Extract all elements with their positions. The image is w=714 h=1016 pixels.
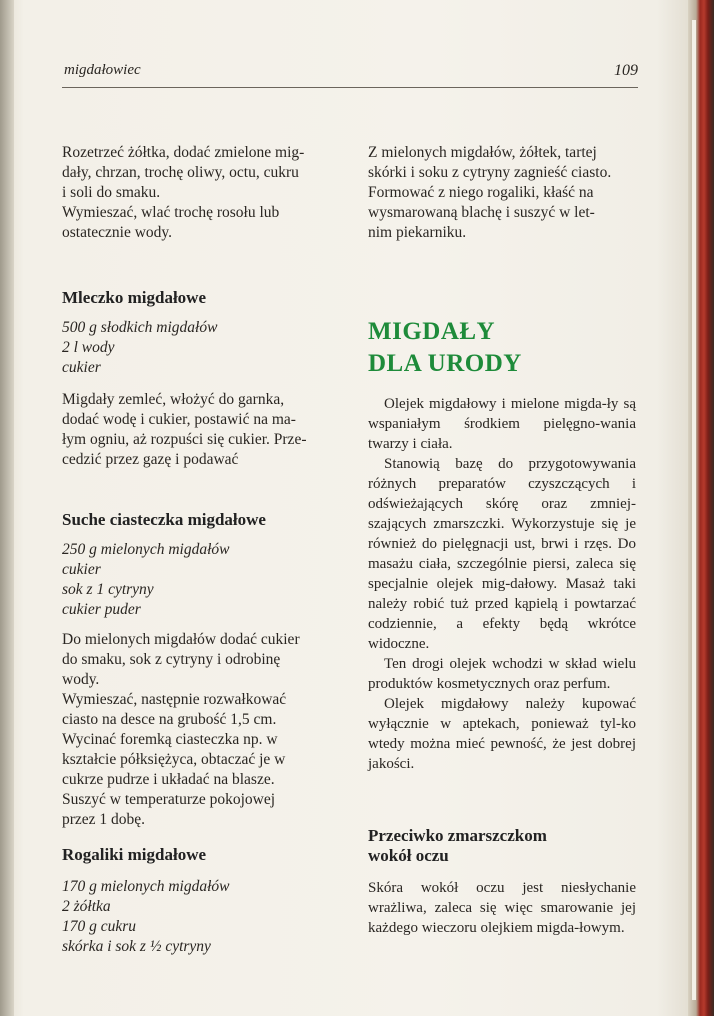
ingredient: 170 g cukru bbox=[62, 918, 137, 935]
ingredient-list bbox=[62, 318, 332, 378]
text-line: cedzić przez gazę i podawać bbox=[62, 451, 239, 468]
recipe-rogaliki bbox=[62, 845, 332, 957]
section-body bbox=[368, 394, 636, 774]
section-title-line: MIGDAŁY bbox=[368, 318, 496, 345]
text-line: Migdały zemleć, włożyć do garnka, bbox=[62, 391, 285, 408]
ingredient: sok z 1 cytryny bbox=[62, 581, 154, 598]
subsection bbox=[368, 826, 636, 938]
ingredient-list bbox=[62, 877, 332, 957]
text-line: Suszyć w temperaturze pokojowej bbox=[62, 791, 276, 808]
page-edge-stack bbox=[692, 20, 696, 1000]
text-line: do smaku, sok z cytryny i odrobinę bbox=[62, 651, 281, 668]
running-head bbox=[62, 62, 638, 84]
running-head-section: migdałowiec bbox=[64, 62, 141, 78]
text-line: ciasto na desce na grubość 1,5 cm. bbox=[62, 711, 277, 728]
page-number: 109 bbox=[614, 62, 638, 79]
book-spine-shadow bbox=[0, 0, 14, 1016]
ingredient: skórka i sok z ½ cytryny bbox=[62, 938, 211, 955]
ingredient: 2 żółtka bbox=[62, 898, 111, 915]
recipe-suche-ciasteczka bbox=[62, 510, 332, 830]
recipe-title: Suche ciasteczka migdałowe bbox=[62, 510, 266, 529]
text-line: wysmarowaną blachę i suszyć w let- bbox=[368, 204, 595, 221]
subsection-title-line: wokół oczu bbox=[368, 846, 449, 865]
text-line: dodać wodę i cukier, postawić na ma- bbox=[62, 411, 296, 428]
paragraph: Olejek migdałowy i mielone migda-ły są wspaniałym środkiem pielęgno-wania twarzy i ciała. bbox=[368, 396, 636, 452]
paragraph: Skóra wokół oczu jest niesłychanie wrażliwa, zaleca się więc smarowanie jej każdego wieczoru olejkiem migda-łowym. bbox=[368, 880, 636, 936]
recipe-method bbox=[62, 390, 332, 470]
text-line: kształcie półksiężyca, obtaczać je w bbox=[62, 751, 286, 768]
text-line: Formować z niego rogaliki, kłaść na bbox=[368, 184, 594, 201]
section-title bbox=[368, 316, 636, 380]
text-line: i soli do smaku. bbox=[62, 184, 161, 201]
left-intro bbox=[62, 143, 332, 243]
ingredient: cukier bbox=[62, 561, 101, 578]
text-line: Wymieszać, wlać trochę rosołu lub bbox=[62, 204, 280, 221]
text-line: Wycinać foremką ciasteczka np. w bbox=[62, 731, 278, 748]
text-line: dały, chrzan, trochę oliwy, octu, cukru bbox=[62, 164, 299, 181]
text-line: cukrze pudrze i układać na blasze. bbox=[62, 771, 275, 788]
text-line: wody. bbox=[62, 671, 100, 688]
text-line: nim piekarniku. bbox=[368, 224, 467, 241]
recipe-title: Mleczko migdałowe bbox=[62, 288, 206, 307]
subsection-title bbox=[368, 826, 636, 866]
paragraph: Olejek migdałowy należy kupować wyłącznie w aptekach, ponieważ tyl-ko wtedy można mieć pewność, że jest dobrej jakości. bbox=[368, 696, 636, 772]
paragraph: Ten drogi olejek wchodzi w skład wielu produktów kosmetycznych oraz perfum. bbox=[368, 656, 636, 692]
text-line: skórki i soku z cytryny zagnieść ciasto. bbox=[368, 164, 612, 181]
subsection-title-line: Przeciwko zmarszczkom bbox=[368, 826, 547, 845]
header-rule bbox=[62, 87, 638, 88]
recipe-method bbox=[62, 630, 332, 830]
recipe-title: Rogaliki migdałowe bbox=[62, 845, 207, 864]
ingredient: 250 g mielonych migdałów bbox=[62, 541, 230, 558]
ingredient: 170 g mielonych migdałów bbox=[62, 878, 230, 895]
text-line: Do mielonych migdałów dodać cukier bbox=[62, 631, 300, 648]
text-line: Z mielonych migdałów, żółtek, tartej bbox=[368, 144, 597, 161]
section-title-line: DLA URODY bbox=[368, 350, 522, 377]
right-intro bbox=[368, 143, 636, 243]
text-line: przez 1 dobę. bbox=[62, 811, 146, 828]
recipe-mleczko bbox=[62, 288, 332, 470]
text-line: Wymieszać, następnie rozwałkować bbox=[62, 691, 287, 708]
ingredient-list bbox=[62, 540, 332, 620]
text-line: ostatecznie wody. bbox=[62, 224, 173, 241]
text-line: łym ogniu, aż rozpuści się cukier. Prze- bbox=[62, 431, 307, 448]
ingredient: cukier bbox=[62, 359, 101, 376]
paragraph: Stanowią bazę do przygotowywania różnych preparatów czyszczących i odświeżających skórę oraz zmniej-szających zmarszczki. Wykorzystuje się je również do pielęgnacji ust, brwi i rzęs. Do masażu ciała, szczególnie piersi, zaleca się specjalnie olejek mig-dałowy. Masaż taki należy robić tuż przed kąpielą i powtarzać codziennie, a efekty będą wkrótce widoczne. bbox=[368, 456, 636, 652]
ingredient: cukier puder bbox=[62, 601, 141, 618]
ingredient: 2 l wody bbox=[62, 339, 115, 356]
ingredient: 500 g słodkich migdałów bbox=[62, 319, 218, 336]
text-line: Rozetrzeć żółtka, dodać zmielone mig- bbox=[62, 144, 305, 161]
